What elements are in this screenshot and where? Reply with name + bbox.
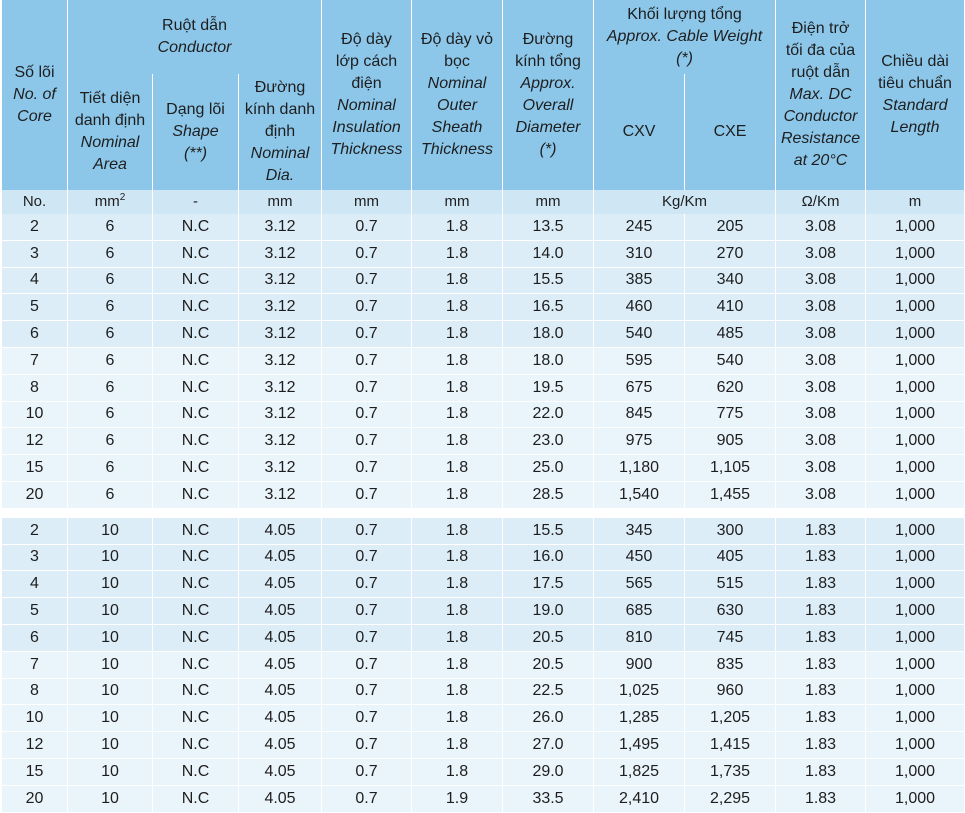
cell-area: 6 — [68, 428, 153, 455]
cell-diameter: 4.05 — [239, 678, 322, 705]
cell-sheath: 1.8 — [412, 758, 503, 785]
cell-area: 10 — [68, 732, 153, 759]
cell-insulation: 0.7 — [322, 678, 412, 705]
cell-no-core: 10 — [2, 401, 68, 428]
cell-length: 1,000 — [866, 785, 965, 812]
cell-insulation: 0.7 — [322, 481, 412, 508]
cell-weight-cxe: 835 — [685, 651, 776, 678]
cell-sheath: 1.8 — [412, 481, 503, 508]
cell-weight-cxv: 1,025 — [594, 678, 685, 705]
cell-area: 10 — [68, 624, 153, 651]
cell-overall-diameter: 14.0 — [503, 240, 594, 267]
cell-shape: N.C — [153, 732, 239, 759]
cell-area: 10 — [68, 571, 153, 598]
cell-overall-diameter: 23.0 — [503, 428, 594, 455]
cell-overall-diameter: 27.0 — [503, 732, 594, 759]
table-body — [2, 214, 965, 812]
cell-diameter: 4.05 — [239, 571, 322, 598]
cell-no-core: 20 — [2, 481, 68, 508]
cell-sheath: 1.8 — [412, 401, 503, 428]
col-cxe-header: CXE — [685, 74, 776, 190]
cell-resistance: 3.08 — [776, 240, 866, 267]
cell-shape: N.C — [153, 624, 239, 651]
col-diameter-header: Đường kính danh định Nominal Dia. — [239, 74, 322, 190]
cell-diameter: 4.05 — [239, 544, 322, 571]
cell-area: 6 — [68, 321, 153, 348]
table-row — [2, 785, 965, 812]
table-row — [2, 544, 965, 571]
cell-weight-cxe: 405 — [685, 544, 776, 571]
cell-sheath: 1.8 — [412, 374, 503, 401]
cell-weight-cxv: 900 — [594, 651, 685, 678]
col-insulation-header: Độ dày lớp cách điện Nominal Insulation Thickness — [322, 0, 412, 190]
cell-shape: N.C — [153, 347, 239, 374]
conductor-group-header: Ruột dẫn Conductor — [68, 0, 322, 74]
cell-diameter: 4.05 — [239, 651, 322, 678]
cell-length: 1,000 — [866, 732, 965, 759]
table-row — [2, 758, 965, 785]
table-row — [2, 294, 965, 321]
cell-resistance: 3.08 — [776, 294, 866, 321]
cell-sheath: 1.8 — [412, 267, 503, 294]
table-row — [2, 624, 965, 651]
cell-length: 1,000 — [866, 214, 965, 240]
cell-insulation: 0.7 — [322, 374, 412, 401]
cell-diameter: 3.12 — [239, 428, 322, 455]
cell-sheath: 1.8 — [412, 732, 503, 759]
cell-sheath: 1.8 — [412, 544, 503, 571]
cell-weight-cxe: 745 — [685, 624, 776, 651]
cell-no-core: 6 — [2, 321, 68, 348]
cell-overall-diameter: 16.5 — [503, 294, 594, 321]
cell-resistance: 3.08 — [776, 321, 866, 348]
cell-insulation: 0.7 — [322, 624, 412, 651]
cell-weight-cxe: 775 — [685, 401, 776, 428]
cell-insulation: 0.7 — [322, 544, 412, 571]
cell-diameter: 3.12 — [239, 374, 322, 401]
cell-overall-diameter: 19.5 — [503, 374, 594, 401]
cell-area: 10 — [68, 544, 153, 571]
table-row — [2, 347, 965, 374]
cell-weight-cxv: 385 — [594, 267, 685, 294]
unit-diameter: mm — [239, 190, 322, 214]
cell-area: 6 — [68, 294, 153, 321]
cell-weight-cxe: 1,735 — [685, 758, 776, 785]
cell-weight-cxe: 1,455 — [685, 481, 776, 508]
cell-shape: N.C — [153, 785, 239, 812]
cell-weight-cxe: 620 — [685, 374, 776, 401]
unit-sheath: mm — [412, 190, 503, 214]
cell-length: 1,000 — [866, 374, 965, 401]
cell-sheath: 1.8 — [412, 705, 503, 732]
cell-weight-cxe: 410 — [685, 294, 776, 321]
cell-sheath: 1.8 — [412, 598, 503, 625]
unit-insulation: mm — [322, 190, 412, 214]
cell-insulation: 0.7 — [322, 347, 412, 374]
cell-no-core: 3 — [2, 544, 68, 571]
cell-insulation: 0.7 — [322, 455, 412, 482]
cell-insulation: 0.7 — [322, 651, 412, 678]
cell-diameter: 3.12 — [239, 401, 322, 428]
cell-length: 1,000 — [866, 624, 965, 651]
cell-length: 1,000 — [866, 455, 965, 482]
table-row — [2, 678, 965, 705]
table-row — [2, 240, 965, 267]
cell-weight-cxv: 810 — [594, 624, 685, 651]
cell-area: 10 — [68, 758, 153, 785]
cell-length: 1,000 — [866, 758, 965, 785]
col-area-header: Tiết diện danh định Nominal Area — [68, 74, 153, 190]
table-row — [2, 455, 965, 482]
cell-no-core: 8 — [2, 374, 68, 401]
cell-weight-cxv: 685 — [594, 598, 685, 625]
cell-insulation: 0.7 — [322, 732, 412, 759]
weight-group-header: Khối lượng tổng Approx. Cable Weight (*) — [594, 0, 776, 74]
cell-sheath: 1.8 — [412, 624, 503, 651]
cell-shape: N.C — [153, 214, 239, 240]
cell-resistance: 1.83 — [776, 517, 866, 544]
cell-no-core: 2 — [2, 517, 68, 544]
cell-weight-cxv: 675 — [594, 374, 685, 401]
cell-weight-cxe: 270 — [685, 240, 776, 267]
cell-length: 1,000 — [866, 401, 965, 428]
cell-no-core: 3 — [2, 240, 68, 267]
table-row — [2, 598, 965, 625]
cell-overall-diameter: 29.0 — [503, 758, 594, 785]
cell-diameter: 4.05 — [239, 598, 322, 625]
cell-length: 1,000 — [866, 571, 965, 598]
cell-insulation: 0.7 — [322, 401, 412, 428]
cell-shape: N.C — [153, 267, 239, 294]
col-cxv-header: CXV — [594, 74, 685, 190]
table-row — [2, 214, 965, 240]
cell-sheath: 1.8 — [412, 347, 503, 374]
cell-resistance: 3.08 — [776, 401, 866, 428]
cell-weight-cxv: 1,825 — [594, 758, 685, 785]
cell-shape: N.C — [153, 294, 239, 321]
cell-insulation: 0.7 — [322, 214, 412, 240]
cell-area: 6 — [68, 401, 153, 428]
cell-overall-diameter: 33.5 — [503, 785, 594, 812]
cell-length: 1,000 — [866, 428, 965, 455]
cell-overall-diameter: 15.5 — [503, 267, 594, 294]
cell-sheath: 1.8 — [412, 428, 503, 455]
cell-resistance: 1.83 — [776, 571, 866, 598]
cell-weight-cxv: 595 — [594, 347, 685, 374]
cell-overall-diameter: 13.5 — [503, 214, 594, 240]
cell-sheath: 1.8 — [412, 571, 503, 598]
cell-resistance: 1.83 — [776, 651, 866, 678]
table-row — [2, 571, 965, 598]
cell-overall-diameter: 20.5 — [503, 624, 594, 651]
cell-no-core: 7 — [2, 651, 68, 678]
unit-overall: mm — [503, 190, 594, 214]
cell-length: 1,000 — [866, 240, 965, 267]
col-resistance-header: Điện trở tối đa của ruột dẫn Max. DC Conductor Resistance at 20°C — [776, 0, 866, 190]
table-row — [2, 267, 965, 294]
cell-area: 10 — [68, 705, 153, 732]
cell-shape: N.C — [153, 374, 239, 401]
cell-no-core: 4 — [2, 267, 68, 294]
cell-sheath: 1.8 — [412, 321, 503, 348]
cell-length: 1,000 — [866, 705, 965, 732]
col-sheath-header: Độ dày vỏ bọc Nominal Outer Sheath Thickness — [412, 0, 503, 190]
cell-no-core: 12 — [2, 428, 68, 455]
table-row — [2, 374, 965, 401]
cell-resistance: 1.83 — [776, 785, 866, 812]
cell-overall-diameter: 26.0 — [503, 705, 594, 732]
cell-insulation: 0.7 — [322, 517, 412, 544]
cell-weight-cxe: 485 — [685, 321, 776, 348]
cell-area: 6 — [68, 214, 153, 240]
cell-overall-diameter: 18.0 — [503, 321, 594, 348]
cell-no-core: 7 — [2, 347, 68, 374]
cell-weight-cxv: 1,180 — [594, 455, 685, 482]
cell-sheath: 1.8 — [412, 214, 503, 240]
cell-insulation: 0.7 — [322, 321, 412, 348]
cell-length: 1,000 — [866, 598, 965, 625]
cell-sheath: 1.9 — [412, 785, 503, 812]
cell-resistance: 3.08 — [776, 347, 866, 374]
cell-resistance: 1.83 — [776, 758, 866, 785]
cell-resistance: 3.08 — [776, 481, 866, 508]
cell-weight-cxe: 960 — [685, 678, 776, 705]
cell-weight-cxv: 975 — [594, 428, 685, 455]
cell-resistance: 3.08 — [776, 428, 866, 455]
cell-area: 6 — [68, 374, 153, 401]
cell-length: 1,000 — [866, 651, 965, 678]
table-row — [2, 428, 965, 455]
cell-area: 10 — [68, 785, 153, 812]
cell-insulation: 0.7 — [322, 571, 412, 598]
cell-shape: N.C — [153, 598, 239, 625]
cell-resistance: 3.08 — [776, 455, 866, 482]
cell-diameter: 4.05 — [239, 758, 322, 785]
cell-weight-cxv: 2,410 — [594, 785, 685, 812]
cell-insulation: 0.7 — [322, 598, 412, 625]
cell-weight-cxv: 845 — [594, 401, 685, 428]
cell-weight-cxe: 1,105 — [685, 455, 776, 482]
cell-no-core: 12 — [2, 732, 68, 759]
cell-length: 1,000 — [866, 347, 965, 374]
table-row — [2, 481, 965, 508]
cell-length: 1,000 — [866, 321, 965, 348]
cell-area: 10 — [68, 598, 153, 625]
cell-weight-cxv: 310 — [594, 240, 685, 267]
cell-resistance: 1.83 — [776, 732, 866, 759]
cell-insulation: 0.7 — [322, 785, 412, 812]
cable-spec-table — [1, 0, 965, 813]
cell-weight-cxv: 565 — [594, 571, 685, 598]
table-row — [2, 517, 965, 544]
cell-sheath: 1.8 — [412, 517, 503, 544]
cell-resistance: 1.83 — [776, 678, 866, 705]
cell-diameter: 4.05 — [239, 785, 322, 812]
cell-overall-diameter: 19.0 — [503, 598, 594, 625]
cell-diameter: 3.12 — [239, 347, 322, 374]
cell-weight-cxe: 905 — [685, 428, 776, 455]
cell-no-core: 15 — [2, 455, 68, 482]
cell-weight-cxe: 300 — [685, 517, 776, 544]
cell-resistance: 3.08 — [776, 214, 866, 240]
cell-area: 6 — [68, 455, 153, 482]
cell-resistance: 3.08 — [776, 374, 866, 401]
unit-length: m — [866, 190, 965, 214]
cell-length: 1,000 — [866, 294, 965, 321]
col-length-header: Chiều dài tiêu chuẩn Standard Length — [866, 0, 965, 190]
cell-resistance: 1.83 — [776, 598, 866, 625]
cell-weight-cxv: 1,495 — [594, 732, 685, 759]
cell-area: 6 — [68, 347, 153, 374]
cell-resistance: 1.83 — [776, 705, 866, 732]
cell-insulation: 0.7 — [322, 758, 412, 785]
unit-area: $mm^2$ — [68, 190, 153, 214]
cell-shape: N.C — [153, 401, 239, 428]
unit-shape: - — [153, 190, 239, 214]
cell-diameter: 3.12 — [239, 294, 322, 321]
cell-sheath: 1.8 — [412, 240, 503, 267]
cell-shape: N.C — [153, 571, 239, 598]
cell-weight-cxv: 1,540 — [594, 481, 685, 508]
cell-sheath: 1.8 — [412, 294, 503, 321]
cell-weight-cxv: 450 — [594, 544, 685, 571]
cell-insulation: 0.7 — [322, 240, 412, 267]
cell-diameter: 4.05 — [239, 732, 322, 759]
cell-no-core: 6 — [2, 624, 68, 651]
cell-weight-cxe: 340 — [685, 267, 776, 294]
cell-sheath: 1.8 — [412, 455, 503, 482]
cell-shape: N.C — [153, 678, 239, 705]
cell-length: 1,000 — [866, 481, 965, 508]
cell-weight-cxv: 540 — [594, 321, 685, 348]
cell-length: 1,000 — [866, 678, 965, 705]
cell-area: 10 — [68, 678, 153, 705]
cell-weight-cxe: 540 — [685, 347, 776, 374]
unit-weight: Kg/Km — [594, 190, 776, 214]
cell-shape: N.C — [153, 455, 239, 482]
cell-length: 1,000 — [866, 267, 965, 294]
table-row — [2, 732, 965, 759]
group-separator — [2, 508, 965, 517]
table-row — [2, 401, 965, 428]
cell-insulation: 0.7 — [322, 705, 412, 732]
cell-diameter: 3.12 — [239, 214, 322, 240]
cell-overall-diameter: 16.0 — [503, 544, 594, 571]
cell-shape: N.C — [153, 428, 239, 455]
cell-area: 6 — [68, 267, 153, 294]
cell-no-core: 5 — [2, 294, 68, 321]
cell-insulation: 0.7 — [322, 428, 412, 455]
cell-weight-cxe: 205 — [685, 214, 776, 240]
col-overall-diameter-header: Đường kính tổng Approx. Overall Diameter (*) — [503, 0, 594, 190]
cell-area: 10 — [68, 651, 153, 678]
cell-sheath: 1.8 — [412, 678, 503, 705]
cell-diameter: 3.12 — [239, 240, 322, 267]
cell-no-core: 4 — [2, 571, 68, 598]
cell-weight-cxe: 630 — [685, 598, 776, 625]
cell-no-core: 10 — [2, 705, 68, 732]
cell-no-core: 5 — [2, 598, 68, 625]
cell-overall-diameter: 28.5 — [503, 481, 594, 508]
cell-shape: N.C — [153, 517, 239, 544]
cell-no-core: 2 — [2, 214, 68, 240]
cell-shape: N.C — [153, 481, 239, 508]
cell-shape: N.C — [153, 705, 239, 732]
unit-resistance: Ω/Km — [776, 190, 866, 214]
cell-area: 6 — [68, 240, 153, 267]
cell-overall-diameter: 22.0 — [503, 401, 594, 428]
unit-no: No. — [2, 190, 68, 214]
cell-overall-diameter: 20.5 — [503, 651, 594, 678]
cell-no-core: 20 — [2, 785, 68, 812]
cell-area: 6 — [68, 481, 153, 508]
cell-overall-diameter: 17.5 — [503, 571, 594, 598]
cell-shape: N.C — [153, 544, 239, 571]
cell-insulation: 0.7 — [322, 294, 412, 321]
cell-no-core: 8 — [2, 678, 68, 705]
table-row — [2, 321, 965, 348]
cell-weight-cxe: 1,415 — [685, 732, 776, 759]
cell-diameter: 4.05 — [239, 517, 322, 544]
cell-diameter: 3.12 — [239, 481, 322, 508]
cell-length: 1,000 — [866, 517, 965, 544]
cell-weight-cxv: 460 — [594, 294, 685, 321]
cell-diameter: 4.05 — [239, 705, 322, 732]
cell-overall-diameter: 15.5 — [503, 517, 594, 544]
cell-diameter: 4.05 — [239, 624, 322, 651]
cell-weight-cxe: 2,295 — [685, 785, 776, 812]
cell-shape: N.C — [153, 321, 239, 348]
cell-overall-diameter: 18.0 — [503, 347, 594, 374]
cell-length: 1,000 — [866, 544, 965, 571]
table-row — [2, 705, 965, 732]
cell-area: 10 — [68, 517, 153, 544]
cell-weight-cxe: 515 — [685, 571, 776, 598]
cell-shape: N.C — [153, 758, 239, 785]
cell-resistance: 1.83 — [776, 624, 866, 651]
cell-resistance: 1.83 — [776, 544, 866, 571]
cell-insulation: 0.7 — [322, 267, 412, 294]
cell-weight-cxv: 1,285 — [594, 705, 685, 732]
cell-resistance: 3.08 — [776, 267, 866, 294]
cell-sheath: 1.8 — [412, 651, 503, 678]
cell-no-core: 15 — [2, 758, 68, 785]
cell-shape: N.C — [153, 651, 239, 678]
table-row — [2, 651, 965, 678]
col-no-core-header: Số lõi No. of Core — [2, 0, 68, 190]
cell-weight-cxe: 1,205 — [685, 705, 776, 732]
cell-diameter: 3.12 — [239, 455, 322, 482]
cell-overall-diameter: 25.0 — [503, 455, 594, 482]
cell-overall-diameter: 22.5 — [503, 678, 594, 705]
cell-weight-cxv: 245 — [594, 214, 685, 240]
group-separator-cell — [2, 508, 965, 517]
cell-diameter: 3.12 — [239, 267, 322, 294]
cell-diameter: 3.12 — [239, 321, 322, 348]
cell-weight-cxv: 345 — [594, 517, 685, 544]
cell-shape: N.C — [153, 240, 239, 267]
col-shape-header: Dạng lõi Shape (**) — [153, 74, 239, 190]
